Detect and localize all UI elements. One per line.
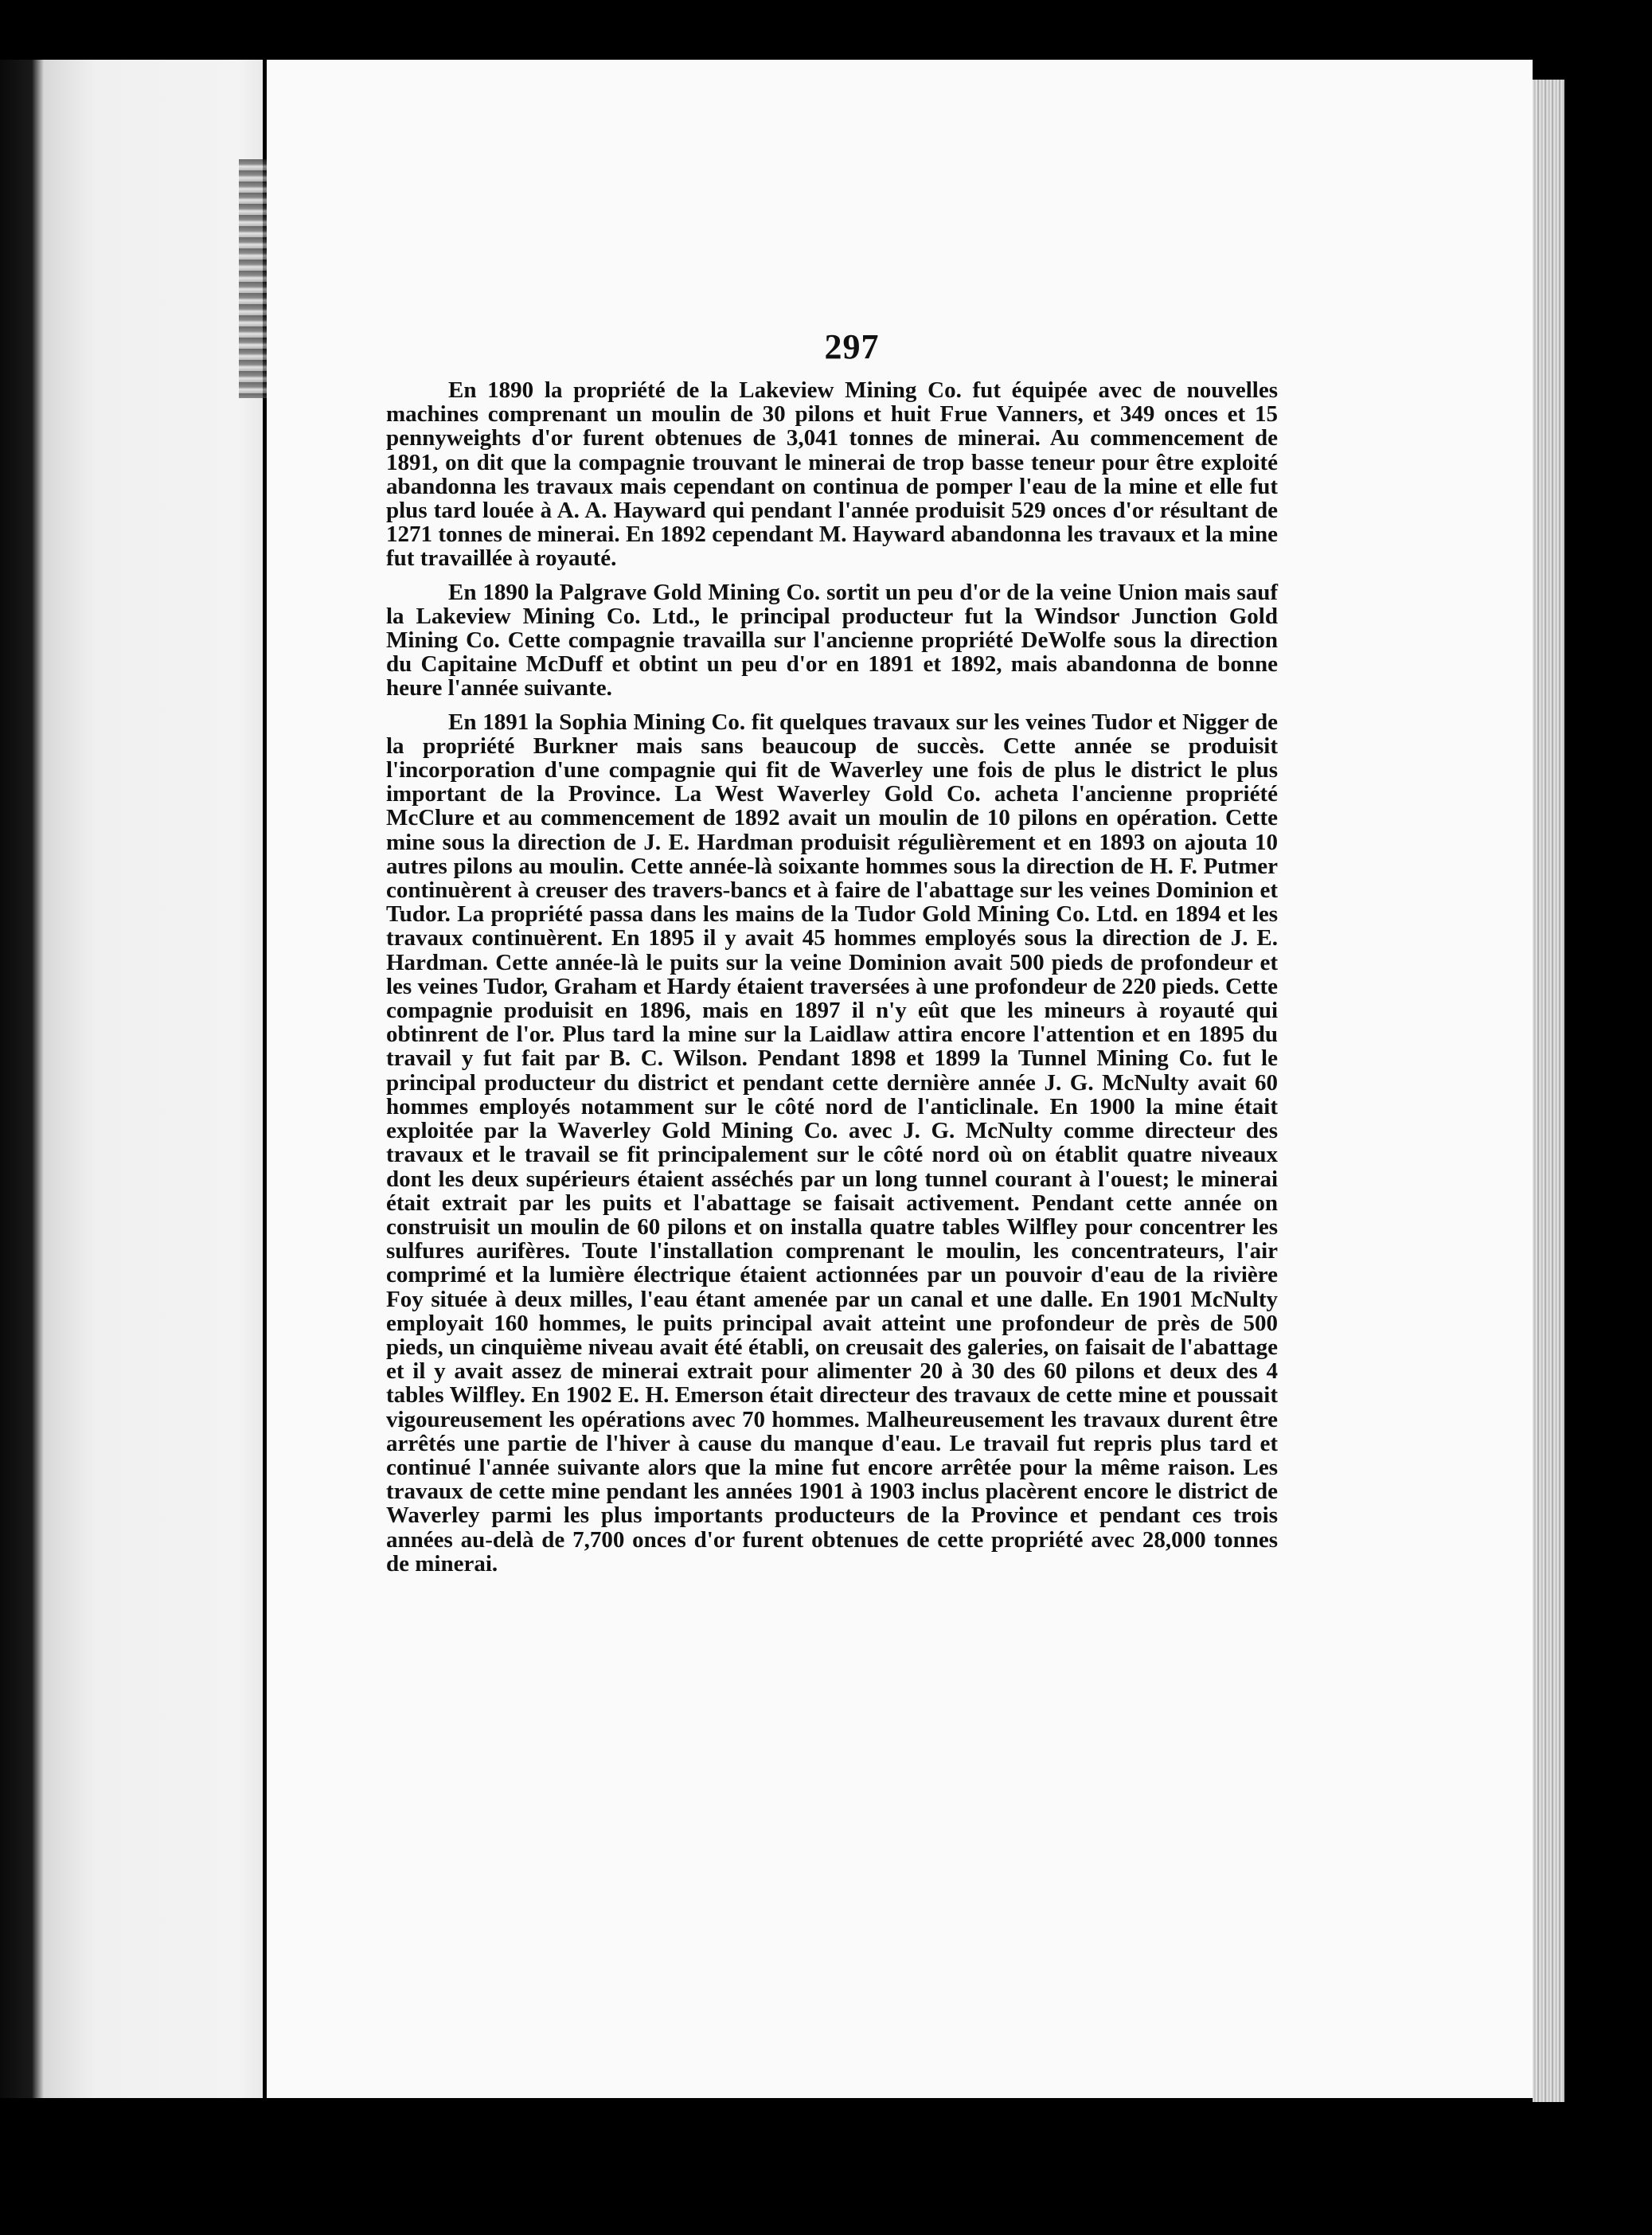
page-number: 297 [824,327,880,366]
scan-right-page-stack [1533,80,1564,2102]
paragraph-lakeview: En 1890 la propriété de la Lakeview Mining Co. fut équipée avec de nouvelles machines comprenant un moulin de 30 pilons et huit Frue Vanners, et 349 onces et 15 pennyweights d'or furent obtenues de 3,041 tonnes de minerai. Au commencement de 1891, on dit que la compagnie trouvant le minerai de trop basse teneur pour être exploité abandonna les travaux mais cependant on continua de pomper l'eau de la mine et elle fut plus tard louée à A. A. Hayward qui pendant l'année produisit 529 onces d'or résultant de 1271 tonnes de minerai. En 1892 cependant M. Hayward abandonna les travaux et la mine fut travaillée à royauté. [386,377,1278,572]
paragraph-palgrave: En 1890 la Palgrave Gold Mining Co. sortit un peu d'or de la veine Union mais sauf la Lakeview Mining Co. Ltd., le principal producteur fut la Windsor Junction Gold Mining Co. Cette compagnie travailla sur l'ancienne propriété DeWolfe sous la direction du Capitaine McDuff et obtint un peu d'or en 1891 et 1892, mais abandonna de bonne heure l'année suivante. [386,579,1278,701]
paragraph-sophia: En 1891 la Sophia Mining Co. fit quelques travaux sur les veines Tudor et Nigger de la propriété Burkner mais sans beaucoup de succès. Cette année se produisit l'incorporation d'une compagnie qui fit de Waverley une fois de plus le district le plus important de la Province. La West Waverley Gold Co. acheta l'ancienne propriété McClure et au commencement de 1892 avait un moulin de 10 pilons en opération. Cette mine sous la direction de J. E. Hardman produisit régulièrement et en 1893 on ajouta 10 autres pilons au moulin. Cette année-là soixante hommes sous la direction de H. F. Putmer continuèrent à creuser des travers-bancs et à faire de l'abattage sur les veines Dominion et Tudor. La propriété passa dans les mains de la Tudor Gold Mining Co. Ltd. en 1894 et les travaux continuèrent. En 1895 il y avait 45 hommes employés sous la direction de J. E. Hardman. Cette année-là le puits sur la veine Dominion avait 500 pieds de profondeur et les veines Tudor, Graham et Hardy étaient traversées à une profondeur de 220 pieds. Cette compagnie produisit en 1896, mais en 1897 il n'y eût que les mineurs à royauté qui obtinrent de l'or. Plus tard la mine sur la Laidlaw attira encore l'attention et en 1895 du travail y fut fait par B. C. Wilson. Pendant 1898 et 1899 la Tunnel Mining Co. fut le principal producteur du district et pendant cette dernière année J. G. McNulty avait 60 hommes employés notamment sur le côté nord de l'anticlinale. En 1900 la mine était exploitée par la Waverley Gold Mining Co. avec J. G. McNulty comme directeur des travaux et le travail se fit principalement sur le côté nord où on établit quatre niveaux dont les deux supérieurs étaient asséchés par un long tunnel courant à l'ouest; le minerai était extrait par les puits et l'abattage se faisait activement. Pendant cette année on construisit un moulin de 60 pilons et on installa quatre tables Wilfley pour concentrer les sulfures aurifères. Toute l'installation comprenant le moulin, les concentrateurs, l'air comprimé et la lumière électrique étaient actionnées par un pouvoir d'eau de la rivière Foy située à deux milles, l'eau étant amenée par un canal et une dalle. En 1901 McNulty employait 160 hommes, le puits principal avait atteint une profondeur de près de 500 pieds, un cinquième niveau avait été établi, on creusait des galeries, on faisait de l'abattage et il y avait assez de minerai extrait pour alimenter 20 à 30 des 60 pilons et deux des 4 tables Wilfley. En 1902 E. H. Emerson était directeur des travaux de cette mine et poussait vigoureusement les opérations avec 70 hommes. Malheureusement les travaux durent être arrêtés une partie de l'hiver à cause du manque d'eau. Le travail fut repris plus tard et continué l'année suivante alors que la mine fut encore arrêtée pour la même raison. Les travaux de cette mine pendant les années 1901 à 1903 inclus placèrent encore le district de Waverley parmi les plus importants producteurs de la Province et pendant ces trois années au-delà de 7,700 onces d'or furent obtenues de cette propriété avec 28,000 tonnes de minerai. [386,709,1278,1577]
page-body [386,378,1278,1585]
scan-binding-shadow [239,159,271,398]
scan-left-page-edge [0,60,263,2098]
